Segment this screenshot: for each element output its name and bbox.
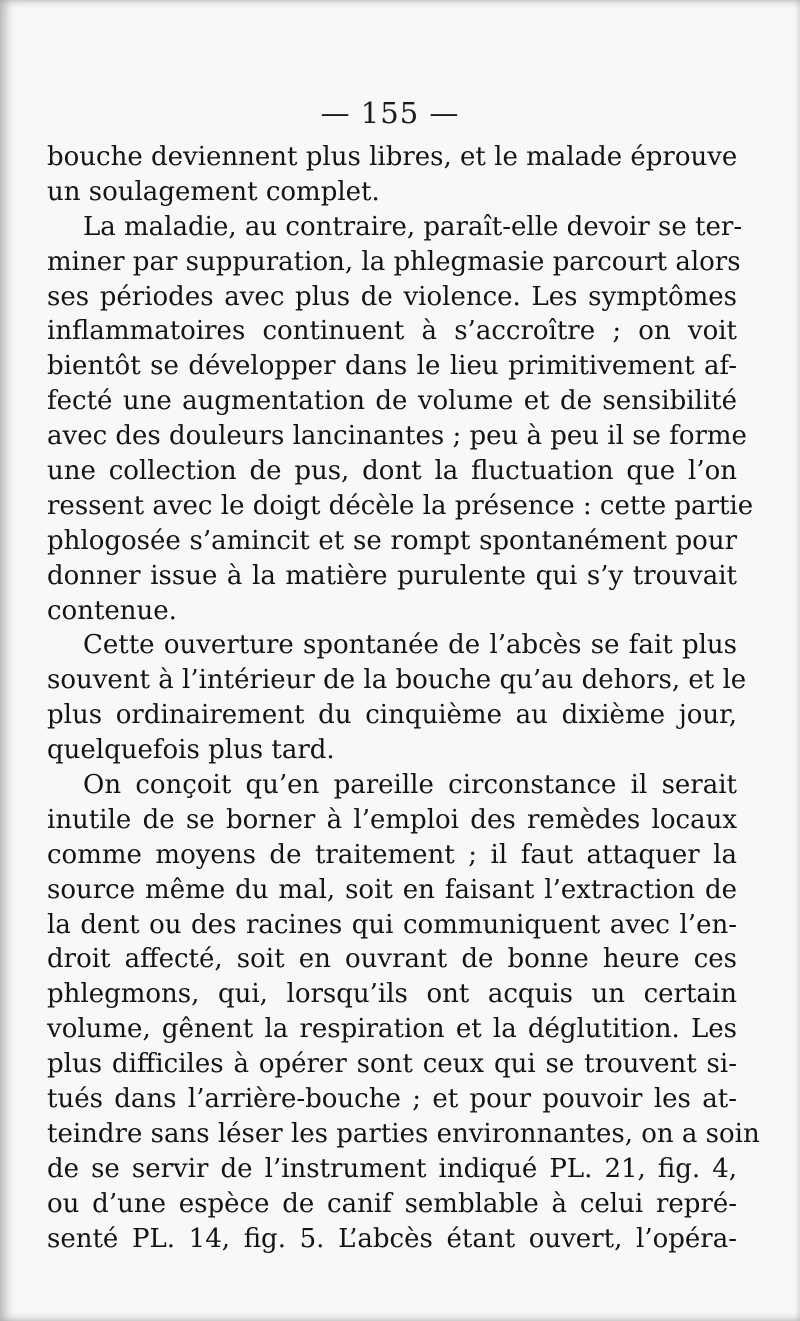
text-line: phlogosée s’amincit et se rompt spontanément pour [47, 525, 737, 556]
text-line: un soulagement complet. [47, 176, 380, 207]
text-line: On conçoit qu’en pareille circonstance il serait [83, 770, 737, 801]
text-line: volume, gênent la respiration et la déglutition. Les [47, 1014, 737, 1045]
text-line: phlegmons, qui, lorsqu’ils ont acquis un certain [47, 979, 737, 1010]
text-line: tués dans l’arrière-bouche ; et pour pouvoir les at- [47, 1084, 737, 1115]
text-line: ressent avec le doigt décèle la présence : cette partie [47, 490, 754, 521]
text-line: donner issue à la matière purulente qui s’y trouvait [47, 560, 737, 591]
text-line: souvent à l’intérieur de la bouche qu’au dehors, et le [47, 665, 747, 696]
text-line: plus ordinairement du cinquième au dixième jour, [47, 700, 737, 731]
text-line: de se servir de l’instrument indiqué PL. 21, fig. 4, [47, 1153, 737, 1184]
text-line: ou d’une espèce de canif semblable à celui repré- [47, 1188, 737, 1219]
text-line: Cette ouverture spontanée de l’abcès se fait plus [83, 630, 737, 661]
body-text [47, 140, 760, 1257]
text-line: plus difficiles à opérer sont ceux qui se trouvent si- [47, 1049, 737, 1080]
text-line: ses périodes avec plus de violence. Les symptômes [47, 281, 737, 312]
text-line: droit affecté, soit en ouvrant de bonne heure ces [47, 944, 737, 975]
text-line: inflammatoires continuent à s’accroître ; on voit [47, 316, 737, 347]
text-line: bouche deviennent plus libres, et le malade éprouve [47, 142, 738, 172]
text-line: teindre sans léser les parties environnantes, on a soin [47, 1118, 760, 1149]
page-number: — 155 — [320, 96, 460, 130]
text-line: quelquefois plus tard. [47, 735, 335, 766]
text-line: inutile de se borner à l’emploi des remèdes locaux [47, 804, 737, 835]
text-line: La maladie, au contraire, paraît-elle devoir se ter- [83, 211, 743, 242]
text-line: miner par suppuration, la phlegmasie parcourt alors [47, 246, 741, 277]
text-line: comme moyens de traitement ; il faut attaquer la [47, 839, 737, 870]
text-line: la dent ou des racines qui communiquent avec l’en- [47, 909, 737, 940]
text-line: contenue. [47, 595, 177, 626]
text-line: avec des douleurs lancinantes ; peu à peu il se forme [47, 421, 747, 452]
text-line: source même du mal, soit en faisant l’extraction de [47, 874, 737, 905]
text-line: senté PL. 14, fig. 5. L’abcès étant ouvert, l’opéra- [47, 1223, 737, 1254]
text-line: fecté une augmentation de volume et de sensibilité [47, 386, 737, 417]
text-line: bientôt se développer dans le lieu primitivement af- [47, 351, 737, 382]
text-line: une collection de pus, dont la fluctuation que l’on [47, 456, 737, 487]
